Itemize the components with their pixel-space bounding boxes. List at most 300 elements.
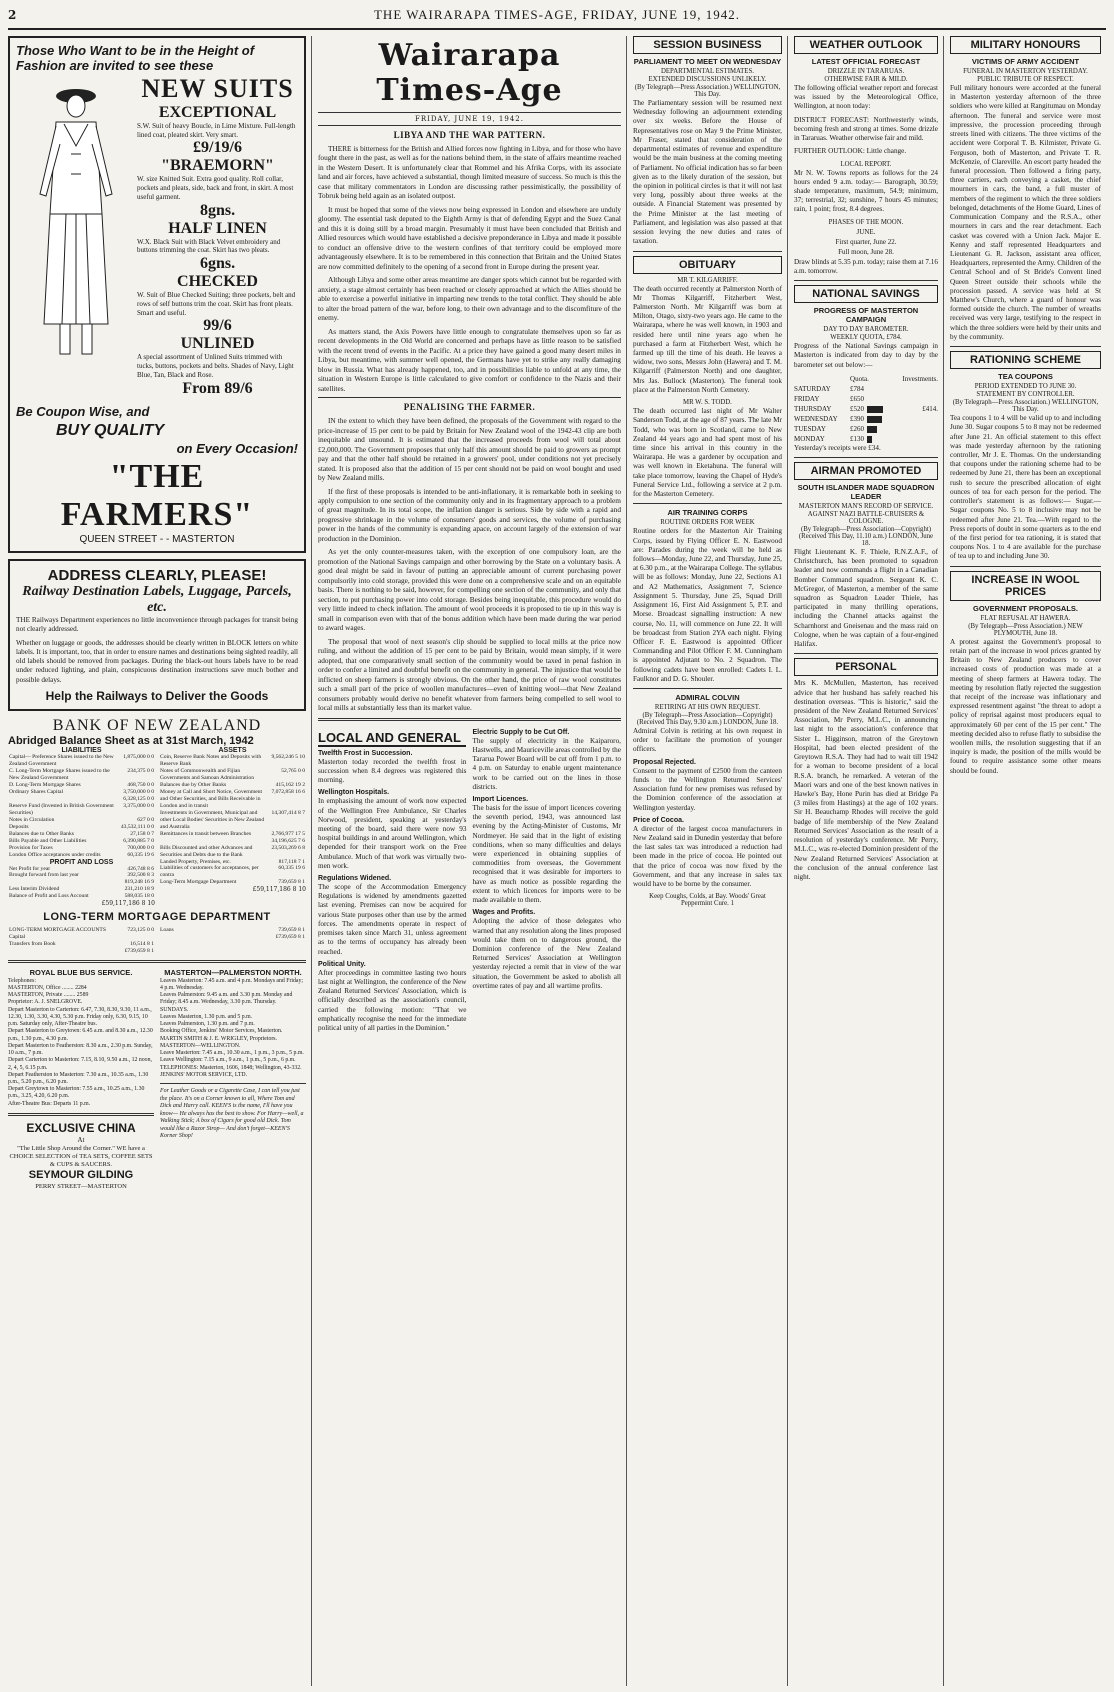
personal-headline: PERSONAL <box>794 658 938 676</box>
editorial-column <box>318 36 627 1686</box>
row-value: 34,196,625 7 6 <box>271 837 305 844</box>
blinds-note: Draw blinds at 5.35 p.m. today; raise them at 7.16 a.m. tomorrow. <box>793 257 938 275</box>
assets-total: £59,117,186 8 10 <box>252 886 306 894</box>
news-subhead: Electric Supply to be Cut Off. <box>472 728 570 736</box>
military-headline: MILITARY HONOURS <box>950 36 1101 54</box>
row-value: 43,532,111 0 0 <box>120 823 154 830</box>
wool-subhead: FLAT REFUSAL AT HAWERA. <box>980 614 1071 622</box>
table-row <box>8 754 155 768</box>
timetable-line: Leave Wellington: 7.15 a.m., 9 a.m., 1 p.m., 5 p.m., 6 p.m. <box>160 1057 296 1064</box>
editorial-paragraph: It must be hoped that some of the views now being expressed in London and elsewhere are unduly gloomy. The essential task deputed to the Eighth Army is that of defending Egypt and the Suez Canal and this it is doing still by a broad margin. Presumably it must have been concluded that British and Allied resources which would have established a decisive preponderance in Libya and made it possible to conduct an offensive drive to the western confines of that territory could be employed more advantageously elsewhere. It is to be remembered in this connection that Britain and the United States are now committed definitely to the opening of a second front in Europe during the present year. <box>318 204 621 271</box>
row-label: Reserve Fund (Invested in British Government Securities) <box>9 802 114 816</box>
wool-body: A protest against the Government's proposal to retain part of the increase in wool prices granted by Britain to New Zealand producers to cover increased costs of production was made at a meeting of sheep farmers at Hawera today. The meeting by resolution flatly rejected the suggestion that receipt of the increase was inflationary and expressed resentment against "the threat to adopt a policy of reprisal against most producers equal to approximately 60 per cent of the 15 per cent." The meeting decided also to refuse flatly to subsidise the woollen mills, the resolution suggesting that if an inquiry is made, the position of the mills would be found to require assistance some other means should be found. <box>950 637 1101 775</box>
table-row <box>8 803 155 817</box>
barometer-day: MONDAY <box>793 434 825 443</box>
editorial-paragraph: As matters stand, the Axis Powers have little enough to congratulate themselves upon so far as recent developments in the Old World are concerned and perhaps have as little reason to be satisfied with the recent trend of events in the Pacific. At a price they have gained a good many desert miles in Libya, but meantime, with summer well opened, the Germans have yet to strike any really damaging blow in Russia. What has already happened, too, and in possibilities liable to unfold at any time, the situation in Western Europe is little calculated to give comfort or confidence to the Nazis and their satellites. <box>318 326 621 393</box>
row-label: Landed Property, Premises, etc. <box>160 858 231 865</box>
obituary-body: The death occurred last night of Mr Walter Sanderson Todd, at the age of 87 years. The late Mr Todd, who was born in Scotland, came to New Zealand 44 years ago and had spent most of his time since his arrival in this country in the Wairarapa. He was a gardener by occupation and was well known in Eketahuna. The funeral will take place tomorrow, leaving the Chapel of Hyde's Funeral Service Ltd., following a service at 2 p.m. for the Masterton Cemetery. <box>632 407 782 499</box>
session-body: The Parliamentary session will be resumed next Wednesday following an adjournment extending over six weeks. Before the House of Representatives rose on May 9 the Prime Minister, Mr Fraser, stated that consideration of the departmental estimates of revenue and expenditure would be the main business at the coming meeting of Parliament. No official indication has so far been given as to the likely duration of the session, but the opinion in political circles is that it will not last very long, possibly about three weeks at the outside. A Financial Statement was presented by the Prime Minister at the last meeting of Parliament, and legislation was also passed at that session levying the new duties and rates of taxation. <box>632 99 782 246</box>
military-subhead: FUNERAL IN MASTERTON YESTERDAY. <box>963 68 1088 75</box>
liabilities-total: £59,117,186 8 10 <box>101 900 155 908</box>
obituary-name: MR W. S. TODD. <box>683 399 732 407</box>
table-row <box>8 817 155 824</box>
weather-further: FURTHER OUTLOOK: Little change. <box>793 147 907 156</box>
timetable-line: JENKINS' MOTOR SERVICE, LTD. <box>160 1071 248 1078</box>
row-label: Loans <box>160 927 174 934</box>
row-value: 426,748 8 6 <box>127 865 154 872</box>
row-value: 52,765 0 0 <box>281 767 305 774</box>
moon-phase: First quarter, June 22. <box>835 237 897 246</box>
row-label: Capital— Preference Shares issued to the New Zealand Government <box>9 753 114 767</box>
ltm-assets-table <box>159 927 306 941</box>
weather-forecast: DISTRICT FORECAST: Northwesterly winds, becoming fresh and strong at times. Some drizzle in Tararuas. Weather otherwise fair and mild. <box>793 115 938 143</box>
news-body: The supply of electricity in the Kaiparoro, Hastwells, and Mauriceville areas controlled by the Tararua Power Board will be cut off from 1 p.m. to 4 p.m. on Saturday to enable urgent maintenance work to be carried out on the lines in those districts. <box>472 736 621 791</box>
row-label: Bills Payable and Other Liabilities <box>9 837 87 844</box>
barometer-row <box>794 384 938 394</box>
china-line: "The Little Shop Around the Corner." WE have a CHOICE SELECTION of TEA SETS, COFFEE SETS & CUPS & SAUCERS. <box>9 1144 153 1168</box>
table-row <box>159 927 306 934</box>
rationing-subhead: TEA COUPONS <box>998 372 1053 382</box>
news-body: Masterton today recorded the twelfth frost in succession when 8.4 degrees was registered this morning. <box>318 757 467 785</box>
news-subhead: Political Unity. <box>318 960 366 968</box>
row-value: 3,375,000 0 0 <box>123 802 154 809</box>
item-description: W. Suit of Blue Checked Suiting; three pockets, belt and rows of self buttons trim the coat. Skirt has front pleats. Smart and useful. <box>137 291 296 317</box>
table-row <box>159 934 306 941</box>
row-label: LONG-TERM MORTGAGE ACCOUNTS Capital <box>9 927 106 941</box>
session-subhead: EXTENDED DISCUSSIONS UNLIKELY. <box>648 76 767 83</box>
news-subhead: Proposal Rejected. <box>632 758 696 766</box>
atc-subhead: ROUTINE ORDERS FOR WEEK <box>660 519 755 527</box>
item-new-suits: NEW SUITS <box>141 73 294 103</box>
quota-value: £784 <box>850 384 865 393</box>
railway-title: ADDRESS CLEARLY, PLEASE! <box>47 567 267 585</box>
store-name: "THE FARMERS" <box>60 458 254 534</box>
table-row <box>8 831 155 838</box>
item-price: 8gns. <box>199 201 236 219</box>
fashion-headline: Those Who Want to be in the Height of Fashion are invited to see these <box>16 43 255 73</box>
table-row <box>8 852 155 859</box>
atc-body: Routine orders for the Masterton Air Training Corps, issued by Flying Officer E. N. Eastwood are: Parades during the week will be held as follows—Monday, June 22, and Thursday, June 25, at 6.30 p.m., at the Wairarapa College. The syllabus will be as follows: Monday, June 22, Sections A1 and A2 Mathematics, Assignment 7, Science Assignment 5. Thursday, June 25, Squad Drill Assignment 16, First Aid Assignment 5, P.T. and Morse. Broadcast signalling instruction: A new course, No. 11, will commence on June 22. It will be broadcast from Station 2YA each night. Flying Officer F. E. Eastwood is appointed Officer Commanding and Pilot Officer F. M. Cunningham is appointed Adjutant to No. 2 Squadron. The following cadets have been enrolled: Cadets I. L. Faulknor and D. G. Shouler. <box>632 527 782 683</box>
timetable-line: Depart Featherston to Masterton: 7.30 a.m., 10.35 a.m., 1.30 p.m., 5.20 p.m., 6.20 p.m. <box>8 1071 149 1086</box>
quota-value: £650 <box>850 394 865 403</box>
row-value: 817,118 7 1 <box>278 858 305 865</box>
coupon-slogan <box>16 404 298 459</box>
row-label: Balance of Profit and Loss Account <box>9 893 89 900</box>
bank-subtitle: Abridged Balance Sheet as at 31st March, 1942 <box>8 734 254 747</box>
row-value: 819,248 16 9 <box>124 879 154 886</box>
barometer-quota <box>850 424 892 434</box>
railway-subtitle: Railway Destination Labels, Luggage, Parcels, etc. <box>22 584 292 616</box>
timetable-line: Depart Carterton to Masterton: 7.15, 8.10, 9.50 a.m., 12 noon, 2, 4, 5, 6.15 p.m. <box>8 1057 152 1071</box>
bus-title: MASTERTON—PALMERSTON NORTH. <box>164 968 302 978</box>
row-label: Transfers from Book <box>9 941 56 948</box>
woods-advertisement: Keep Coughs, Colds, at Bay. Woods' Great Peppermint Cure. 1 <box>649 893 766 908</box>
store-address: QUEEN STREET - - MASTERTON <box>79 534 235 546</box>
china-at: At <box>77 1135 85 1144</box>
timetable-line: SUNDAYS. <box>160 1006 189 1013</box>
rationing-headline: RATIONING SCHEME <box>950 351 1101 369</box>
barometer-quota <box>850 404 892 414</box>
table-row <box>8 845 155 852</box>
colvin-subhead: RETIRING AT HIS OWN REQUEST. <box>654 704 761 712</box>
airman-subhead: SOUTH ISLANDER MADE SQUADRON LEADER <box>797 482 935 501</box>
editorial-paragraph: If the first of these proposals is intended to be anti-inflationary, it is remarkable both in seeking to apply compulsion to one section of the community only and in its fragmentary approach to a problem of great magnitude. In its total scope, the inflation danger is serious. Side by side with a rapid and progressive shrinkage in the volume of consumers' goods and services, the volume of purchasing power in the hands of the community is expanding apace, on account largely of the extension of war production in the Dominion. <box>318 486 621 543</box>
timetable-line: Depart Masterton to Greytown: 6.45 a.m. and 8.30 a.m., 12.30 p.m., 1.30 p.m., 4.30 p.m. <box>8 1028 153 1042</box>
slogan-line: Be Coupon Wise, and <box>16 403 150 419</box>
wool-subhead: GOVERNMENT PROPOSALS. <box>972 603 1078 613</box>
table-row <box>8 768 155 782</box>
row-value: £739,659 8 1 <box>275 934 305 941</box>
assets-table <box>159 754 306 887</box>
item-description: A special assortment of Unlined Suits trimmed with tucks, buttons, pockets and belts. Shades of Navy, Light Blue, Tan, Black and Rose. <box>137 353 294 379</box>
news-body: A director of the largest cocoa manufacturers in New Zealand said in Dunedin yesterday that before the last sales tax was introduced a reduction had been made in the price of cocoa. He pointed out that the price of cocoa was now fixed by the Government, and that any increase in sales tax would have to be borne by the consumer. <box>632 824 782 889</box>
timetable-line: MASTERTON—WELLINGTON. <box>160 1042 241 1049</box>
row-value: 6,328,125 0 0 <box>123 795 154 802</box>
obituary-headline: OBITUARY <box>633 256 782 274</box>
row-value: 2,766,977 17 5 <box>271 830 305 837</box>
item-description: S.W. Suit of heavy Boucle, in Lime Mixture. Full-length lined coat, pleated skirt. Very smart. <box>137 121 296 139</box>
page-number: 2 <box>8 8 17 22</box>
barometer-quota <box>850 394 892 404</box>
profit-loss-header: PROFIT AND LOSS <box>49 858 114 866</box>
table-row <box>8 941 155 948</box>
table-row <box>159 810 306 831</box>
row-label: Bills Discounted and other Advances and Securities and Debts due to the Bank <box>160 844 253 858</box>
profit-loss-table <box>8 866 155 901</box>
china-shop-name: SEYMOUR GILDING <box>28 1169 134 1182</box>
row-label: Long-Term Mortgage Department <box>160 879 237 886</box>
timetable-line: After-Theatre Bus: Departs 11 p.m. <box>8 1100 91 1107</box>
military-subhead: VICTIMS OF ARMY ACCIDENT <box>971 57 1080 66</box>
local-general-title: LOCAL AND GENERAL <box>318 730 466 747</box>
row-value: 9,562,246 5 10 <box>271 753 305 760</box>
moon-phase: Full moon, June 28. <box>838 247 894 256</box>
page-masthead <box>8 6 1106 30</box>
row-value: 7,072,858 16 6 <box>271 788 305 795</box>
news-body: In emphasising the amount of work now expected of the Wellington Free Ambulance, Sir Charles Norwood, president, speaking at yesterday's meeting of the board, said there were now 93 hospital buildings in and around Wellington, which depended for their transport work on the Free Ambulance. Much of that work was virtually two-men work. <box>318 797 467 870</box>
china-title: EXCLUSIVE CHINA <box>26 1120 136 1135</box>
item-price: 6gns. <box>199 255 236 273</box>
row-label: Balances due by Other Banks <box>160 781 227 788</box>
timetable-line: Leaves Masterton, 1.30 p.m. and 5 p.m. <box>160 1013 253 1020</box>
news-subhead: Wellington Hospitals. <box>318 789 390 797</box>
fashion-illustration <box>16 74 131 374</box>
railway-advertisement <box>8 559 306 711</box>
news-body: Consent to the payment of £2500 from the canteen funds to the Wellington Returned Services' Association fund for new premises was refused by the Dominion conference of the association at Wellington yesterday. <box>632 766 782 812</box>
row-value: £739,659 8 1 <box>124 948 154 955</box>
news-body: The basis for the issue of import licences covering the seventh period, 1943, was announced last evening by the Acting-Minister of Customs, Mr Nordmeyer. He said that in the light of existing conditions, when so many difficulties and delays were experienced in obtaining supplies of commodities from overseas, the Government recognised that it was desirable for importers to have as much notice as possible regarding the extent to which licences for imports were to be made available to them. <box>472 803 621 905</box>
liabilities-header: LIABILITIES <box>61 746 102 754</box>
row-label: Liabilities of customers for acceptances, per contra <box>160 865 259 879</box>
rationing-subhead: PERIOD EXTENDED TO JUNE 30. <box>974 383 1077 391</box>
row-value: 60,335 19 6 <box>278 865 305 872</box>
barometer-investment <box>892 424 938 434</box>
row-label: Deposits <box>9 823 29 830</box>
barometer-row <box>794 414 938 424</box>
quota-value: £130 <box>850 434 865 443</box>
row-label <box>159 934 208 941</box>
timetable-line: Leaves Palmerston, 1.30 p.m. and 7 p.m. <box>160 1021 255 1028</box>
barometer-investment: £414. <box>922 404 938 413</box>
row-label: London Office acceptances under credits <box>9 851 101 858</box>
atc-headline: AIR TRAINING CORPS <box>667 508 748 518</box>
item-price: £9/19/6 <box>193 139 242 157</box>
editorial-date: FRIDAY, JUNE 19, 1942. <box>318 112 621 126</box>
news-column-3 <box>633 36 788 1686</box>
news-column-4 <box>794 36 944 1686</box>
masterton-palmerston-bus <box>160 968 306 1191</box>
barometer-day: WEDNESDAY <box>793 414 838 423</box>
weather-subhead: DRIZZLE IN TARARUAS. <box>827 68 905 75</box>
weather-subhead: OTHERWISE FAIR & MILD. <box>824 76 908 83</box>
investments-col-head: Investments. <box>902 374 938 383</box>
news-body: The scope of the Accommodation Emergency Regulations is widened by amendments gazetted last evening. Premises can now be acquired for various State purposes other than use by the armed forces. The amendments operate in respect of premises taken since March 31, unless agreement as to the terms of occupancy has already been reached. <box>318 883 467 956</box>
timetable-line: Depart Masterton to Carterton: 6.47, 7.30, 8.30, 9.30, 11 a.m., 12.30, 1.30, 3.30, 4.30, 5.30 p.m. Friday only, 6.30, 9.15, 10 p.m. Saturday only, After-Theatre bus. <box>8 1006 152 1028</box>
row-label: Remittances in transit between Branches <box>160 830 252 837</box>
session-subhead: PARLIAMENT TO MEET ON WEDNESDAY <box>633 57 782 66</box>
editorial-paragraph: IN the extent to which they have been defined, the proposals of the Government with regard to the price-increase of 15 per cent to be paid by Britain for New Zealand wool of the 1942-43 clip are both inequitable and unsound. It is estimated that the increased proceeds from wool will total about £2,000,000. The Government proposes that only half this amount should be paid to growers as prompt pay and that the other half should be retained in a growers' pool, under conditions not yet precisely stated. It is proposed also that the addition of 15 per cent should not be paid on wool bought and used by New Zealand mills. <box>318 416 621 483</box>
barometer-bar <box>867 426 877 433</box>
table-row <box>159 879 306 886</box>
editorial-title: PENALISING THE FARMER. <box>403 402 536 413</box>
airman-body: Flight Lieutenant K. F. Thiele, R.N.Z.A.F., of Christchurch, has been promoted to squadron leader and now commands a flight in a Canadian Bomber Command squadron. Sergeant K. C. McGregor, of Masterton, a member of the same squadron as Squadron Leader Thiele, has participated in many thrilling operations, including the Channel attacks against the Scharnhorst and Gneisenau and the mass raid on Cologne, when he was captain of a four-engined Halifax. <box>793 547 938 649</box>
ltm-title: LONG-TERM MORTGAGE DEPARTMENT <box>43 911 271 924</box>
savings-barometer <box>794 374 938 444</box>
item-title: UNLINED <box>180 335 255 353</box>
newspaper-nameplate: Wairarapa Times-Age <box>376 38 563 108</box>
moon-phases-head: PHASES OF THE MOON. <box>828 218 904 226</box>
savings-subhead: WEEKLY QUOTA, £784. <box>830 334 902 342</box>
barometer-investment <box>892 434 938 444</box>
table-row <box>8 879 155 886</box>
editorial-paragraph: The proposal that wool of next season's clip should be supplied to local mills at the price now ruling, and without the addition of 15 per cent to be paid by Britain, would mean simply, if it were adopted, that one comparatively small section of the community would be taxed in penal fashion in order to confer a limited and doubtful benefit on the community in general. The injustice that would be inflicted on sheep farmers is strongly obvious. On the other hand, the price of raw wool constitutes such a small part of the price of woollen manufactures—even of knitting wool—that New Zealand consumers probably would derive no benefit whatever from farmers being compelled to sell wool to local mills at substantially less than its market value. <box>318 636 621 713</box>
barometer-bar <box>867 436 872 443</box>
barometer-day: SATURDAY <box>793 384 831 393</box>
keens-advertisement: For Leather Goods or a Cigarette Case, I can tell you just the place. It's on a Corner known to all, Where Tom and Dick and Harry call. KEEN'S is the name, I'll have you know— He always has the best to show. For Harry—well, a Walking Stick; A box of Cigars for good old Dick. Tom would like a Razor Strop— And don't forget—KEEN'S Korner Shop! <box>160 1088 304 1140</box>
row-value: 627 0 0 <box>137 816 154 823</box>
savings-subhead: PROGRESS OF MASTERTON CAMPAIGN <box>813 306 919 325</box>
byline: (By Telegraph—Press Association—Copyright) (Received This Day, 9.30 a.m.) LONDON, June 18. <box>636 712 779 727</box>
table-row <box>159 838 306 845</box>
timetable-line: Depart Masterton to Featherston: 8.30 a.m., 2.30 p.m. Sunday, 10 a.m., 7 p.m. <box>8 1042 153 1057</box>
table-row <box>8 782 155 789</box>
row-value: 16,514 8 1 <box>130 941 154 948</box>
row-label <box>8 948 124 955</box>
row-label <box>159 838 270 845</box>
row-value: 27,158 0 7 <box>130 830 154 837</box>
table-row <box>159 865 306 879</box>
news-column-5 <box>950 36 1106 1686</box>
news-subhead: Price of Cocoa. <box>632 816 684 824</box>
airman-subhead: MASTERTON MAN'S RECORD OF SERVICE. <box>798 502 934 510</box>
barometer-row <box>794 404 938 414</box>
barometer-quota <box>850 434 892 444</box>
row-value: 700,000 0 0 <box>127 844 154 851</box>
row-value: 234,375 0 0 <box>127 767 154 774</box>
airman-headline: AIRMAN PROMOTED <box>794 462 938 480</box>
table-row <box>8 893 155 900</box>
railway-footer: Help the Railways to Deliver the Goods <box>45 688 269 703</box>
barometer-day: FRIDAY <box>793 394 820 403</box>
china-address: PERRY STREET—MASTERTON <box>35 1182 127 1190</box>
barometer-investment <box>892 384 938 394</box>
bus-timetables <box>8 968 306 1191</box>
editorial-paragraph: As yet the only counter-measures taken, with the exception of one compulsory loan, are the promotion of the National Savings campaign and other borrowing by the State on a voluntary basis. A good deal might be said in favour of putting an appreciable amount of current purchasing power compulsorily into cold storage, provided this were done on a comprehensive scale and on an equitable basis. There is nothing to be said, however, for compelling one section of the community, and only that section, to put purchasing power into cold storage. Besides being inequitable, this procedure would do very little indeed to check inflation. The amount of wool proceeds it is proposed to tie up in this way is small in comparison even with that of the bonus addition which have been made during the war period to award wages. <box>318 547 621 633</box>
barometer-bar <box>867 406 883 413</box>
quota-value: £260 <box>850 424 865 433</box>
railway-body: Whether on luggage or goods, the addresses should be clearly written in BLOCK letters on white labels. It is important, too, that in order to ensure names and destinations being sighted readily, all old labels should be removed from packages. During the black-out hours labels have to be read under reduced lighting, and plain, conspicuous destination instructions save much bother and possible delays. <box>16 638 298 684</box>
item-description: W. size Knitted Suit. Extra good quality. Roll collar, pockets and pleats, side, back and front, in skirt. A most useful garment. <box>137 175 294 201</box>
item-title: HALF LINEN <box>168 219 267 237</box>
masthead-title: THE WAIRARAPA TIMES-AGE, FRIDAY, JUNE 19, 1942. <box>373 7 741 22</box>
row-value: 392,500 8 3 <box>127 872 154 879</box>
table-row <box>8 824 155 831</box>
advertising-column <box>8 36 312 1686</box>
row-value: 23,503,269 6 8 <box>271 844 305 851</box>
row-label: Brought forward from last year <box>9 872 79 879</box>
slogan-line: on Every Occasion! <box>176 441 298 457</box>
table-row <box>159 768 306 782</box>
row-label: Money at Call and Short Notice, Government and Other Securities, and Bills Receivable in London and in transit <box>160 788 263 809</box>
item-price: 99/6 <box>203 317 232 335</box>
table-row <box>159 831 306 838</box>
row-label: Ordinary Shares Capital <box>9 788 64 795</box>
table-row <box>8 789 155 796</box>
rationing-body: Tea coupons 1 to 4 will be valid up to and including June 30. Sugar coupons 5 to 8 may not be redeemed after June 21. An official statement to this effect was made yesterday afternoon by the rationing controller, Mr J. E. Thomas. On the understanding that coupons under the rationing scheme had to be redeemed by June 21, there has been an exceptional rush to secure the prescribed allocation of eight ounces of tea for each person for the period. The controller's statement is as follows:— Sugar.—Sugar coupons No. 5 to 8 inclusive may not be redeemed after June 21. Tea.—With regard to the Press reports of doubt in some quarters as to the end of the first period for tea rationing, it is stated that coupons Nos. 1 to 4 are available for the purchase of tea up to and including June 30. <box>950 414 1101 561</box>
barometer-quota <box>850 414 892 424</box>
timetable-line: MARTIN SMITH & J. E. WRIGLEY, Proprietors. <box>160 1035 277 1042</box>
barometer-quota <box>850 384 892 394</box>
airman-subhead: AGAINST NAZI BATTLE-CRUISERS & COLOGNE. <box>807 510 925 525</box>
table-row <box>8 872 155 879</box>
local-general-continued <box>472 726 620 1038</box>
table-row <box>8 927 155 941</box>
row-label: Provision for Taxes <box>9 844 53 851</box>
weather-headline: WEATHER OUTLOOK <box>794 36 938 54</box>
royal-blue-bus <box>8 968 154 1191</box>
barometer-day: THURSDAY <box>793 404 832 413</box>
table-row <box>159 789 306 810</box>
timetable-line: MASTERTON, Private ........ 2589 <box>8 992 89 999</box>
row-value: 60,335 19 6 <box>127 851 154 858</box>
wool-headline: INCREASE IN WOOL PRICES <box>950 571 1101 601</box>
row-value: 231,210 18 9 <box>124 886 154 893</box>
row-value: 14,307,414 8 7 <box>271 809 305 816</box>
bank-title: BANK OF NEW ZEALAND <box>52 716 262 734</box>
assets-header: ASSETS <box>218 746 247 754</box>
barometer-investment <box>892 414 938 424</box>
savings-receipts: Yesterday's receipts were £34. <box>793 443 881 452</box>
table-row <box>8 948 155 955</box>
colvin-headline: ADMIRAL COLVIN <box>675 693 740 703</box>
savings-subhead: DAY TO DAY BAROMETER. <box>823 326 909 334</box>
row-label: Notes of Commonwealth and Fijian Governments and Samoan Administration <box>160 767 254 781</box>
timetable-line: Leaves Palmerston: 9.45 a.m. and 3.30 p.m. Monday and Friday; 8.45 a.m. Wednesday, 3.30 p.m. Thursday. <box>160 992 293 1006</box>
row-value: 415,162 19 2 <box>275 781 305 788</box>
row-value: 468,750 0 0 <box>127 781 154 788</box>
item-title: "BRAEMORN" <box>161 157 274 175</box>
row-label: Balances due to Other Banks <box>9 830 74 837</box>
weather-subhead: LATEST OFFICIAL FORECAST <box>811 57 921 66</box>
row-value: 723,125 0 0 <box>127 927 154 934</box>
news-body: After proceedings in committee lasting two hours last night at Wellington, the conference of the New Zealand Returned Services' Association, which is officially described as the association's council, carried the following motion: "That we emphatically recognise the need for the immediate political unity of all parties in the Dominion." <box>318 968 467 1033</box>
table-row <box>159 754 306 768</box>
item-price: From 89/6 <box>182 379 253 397</box>
local-general-section <box>318 726 466 1038</box>
row-value: 588,035 18 0 <box>124 893 154 900</box>
timetable-line: Leaves Masterton: 7.45 a.m. and 4 p.m. Mondays and Friday; 4 p.m. Wednesday. <box>160 977 303 991</box>
liabilities-table <box>8 754 155 859</box>
timetable-line: MASTERTON, Office ........ 2284 <box>8 984 87 991</box>
bank-balance-sheet <box>8 717 306 956</box>
byline: (By Telegraph—Press Association—Copyright) (Received This Day, 11.10 a.m.) LONDON, June 18. <box>798 525 934 547</box>
barometer-bar <box>867 416 882 423</box>
obituary-name: MR T. KILGARRIFF. <box>677 276 738 284</box>
row-value: 3,750,000 0 0 <box>123 788 154 795</box>
row-label <box>8 879 114 886</box>
byline: (By Telegraph—Press Association.) NEW PLYMOUTH, June 18. <box>968 622 1083 637</box>
military-subhead: PUBLIC TRIBUTE OF RESPECT. <box>977 76 1074 83</box>
byline: (By Telegraph—Press Association.) WELLINGTON, This Day. <box>952 399 1099 414</box>
row-label: Less Interim Dividend <box>9 886 60 893</box>
timetable-line: Depart Greytown to Masterton: 7.55 a.m., 10.25 a.m., 1.30 p.m., 3.25, 4.20, 6.20 p.m. <box>8 1086 145 1100</box>
row-value: 739,659 8 1 <box>278 927 305 934</box>
rationing-subhead: STATEMENT BY CONTROLLER. <box>976 391 1075 399</box>
row-label: Notes in Circulation <box>9 816 55 823</box>
railway-body: THE Railways Department experiences no little inconvenience through packages for transit being not clearly addressed. <box>16 616 298 634</box>
farmers-advertisement <box>8 36 306 553</box>
row-label: Net Profit for year <box>9 865 51 872</box>
local-report-body: Mr N. W. Towns reports as follows for the 24 hours ended 9 a.m. today:— Barograph, 30.59; shade temperature, maximum, 54.9; minimum, 37; terrestrial, 32; sunshine, 7 hours 45 minutes; rain, 1 point; frost, 8.4 degrees. <box>793 168 938 214</box>
news-subhead: Wages and Profits. <box>472 909 536 917</box>
row-label <box>8 796 120 803</box>
table-row <box>159 845 306 859</box>
quota-value: £520 <box>850 404 865 413</box>
editorial-paragraph: THERE is bitterness for the British and Allied forces now fighting in Libya, and for those who have fought there in the past, as well as for the nations behind them, in the state of affairs meantime reached in the Western Desert. It is unfortunately clear that Rommel and his Afrika Corps, with its associate land and air forces, have achieved a substantial, though limited measure of success. So much is this the case that military commentators in London are discussing rather pessimistically, the possibility of Tobruk being held again as an isolated outpost. <box>318 144 621 201</box>
barometer-row <box>794 434 938 444</box>
barometer-day: TUESDAY <box>793 424 826 433</box>
item-description: W.X. Black Suit with Black Velvet embroidery and buttons trimming the coat. Skirt has two pleats. <box>137 237 281 255</box>
timetable-line: Leave Masterton: 7.45 a.m., 10.30 a.m., 1 p.m., 3 p.m., 5 p.m. <box>160 1050 304 1057</box>
timetable-line: TELEPHONES: Masterton, 1606, 1848; Wellington, 43-332. <box>160 1064 302 1071</box>
bus-title: ROYAL BLUE BUS SERVICE. <box>29 968 133 978</box>
session-subhead: DEPARTMENTAL ESTIMATES. <box>660 68 754 75</box>
colvin-body: Admiral Colvin is retiring at his own request in order to facilitate the promotion of younger officers. <box>632 727 782 754</box>
row-value: 1,875,000 0 0 <box>123 753 154 760</box>
news-subhead: Twelfth Frost in Succession. <box>318 749 413 757</box>
barometer-investment <box>892 394 938 404</box>
item-subtitle: EXCEPTIONAL <box>158 103 277 121</box>
byline: (By Telegraph—Press Association.) WELLINGTON, This Day. <box>634 84 781 98</box>
table-row <box>8 796 155 803</box>
obituary-body: The death occurred recently at Palmerston North of Mr Thomas Kilgarriff, Fitzherbert West, Palmerston North. Mr Kilgarriff was born at Milton, Otago, sixty-two years ago. He came to the Wairarapa, where he was well known, in 1903 and resided here until nine years ago when he purchased a farm at Fitzherbert West, which he farmed up till the time of his death. He leaves a widow, two sons, Messrs John (Hawera) and T. M. Kilgarriff (Palmerston North) and one daughter, Mrs Jas. Bullock (Masterton). The funeral took place at the Palmerston North Cemetery. <box>632 284 782 394</box>
personal-body: Mrs K. McMullen, Masterton, has received advice that her husband has safely reached his destination overseas. "This is historic," said the president of the New Zealand Returned Services' Association, Mr Perry, M.L.C., in announcing last night to the association's conference that Sister L. Higginson, matron of the Greytown Hospital, had been elected president of the Greytown R.S.A. They had had to wait till 1942 for a woman to become president of a local R.S.A. branch, he remarked. A veteran of the Maori wars and one of the best known natives in Hawke's Bay, Hone Purin has died at Bridge Pa (3 miles from Hastings) at the age of 102 years. Sir H. Beauchamp Rhodes will receive the gold badge of life membership of the New Zealand Returned Services' Association as the result of a resolution of yesterday's conference. Mr Perry, M.L.C., was re-elected Dominion president of the New Zealand Returned Services' Association at the conclusion of the annual conference last night. <box>793 679 938 881</box>
news-subhead: Regulations Widened. <box>318 875 392 883</box>
barometer-row <box>794 394 938 404</box>
weather-body: The following official weather report and forecast was issued by the Meteorological Office, Wellington, at noon today: <box>793 84 938 111</box>
savings-headline: NATIONAL SAVINGS <box>794 285 938 303</box>
row-label: C. Long-Term Mortgage Shares issued to the New Zealand Government <box>9 767 110 781</box>
row-label: Coin, Reserve Bank Notes and Deposits with Reserve Bank <box>160 753 262 767</box>
timetable-line: Telephones: <box>8 977 36 984</box>
row-value: 739,659 8 1 <box>278 879 305 886</box>
table-row <box>8 838 155 845</box>
moon-month: JUNE. <box>856 227 876 236</box>
slogan-line: BUY QUALITY <box>56 421 165 439</box>
timetable-line: Booking Office, Jenkins' Motor Services, Masterton. <box>160 1028 283 1035</box>
timetable-line: Proprietor: A. J. SNELGROVE. <box>8 999 83 1006</box>
news-subhead: Import Licences. <box>472 795 529 803</box>
